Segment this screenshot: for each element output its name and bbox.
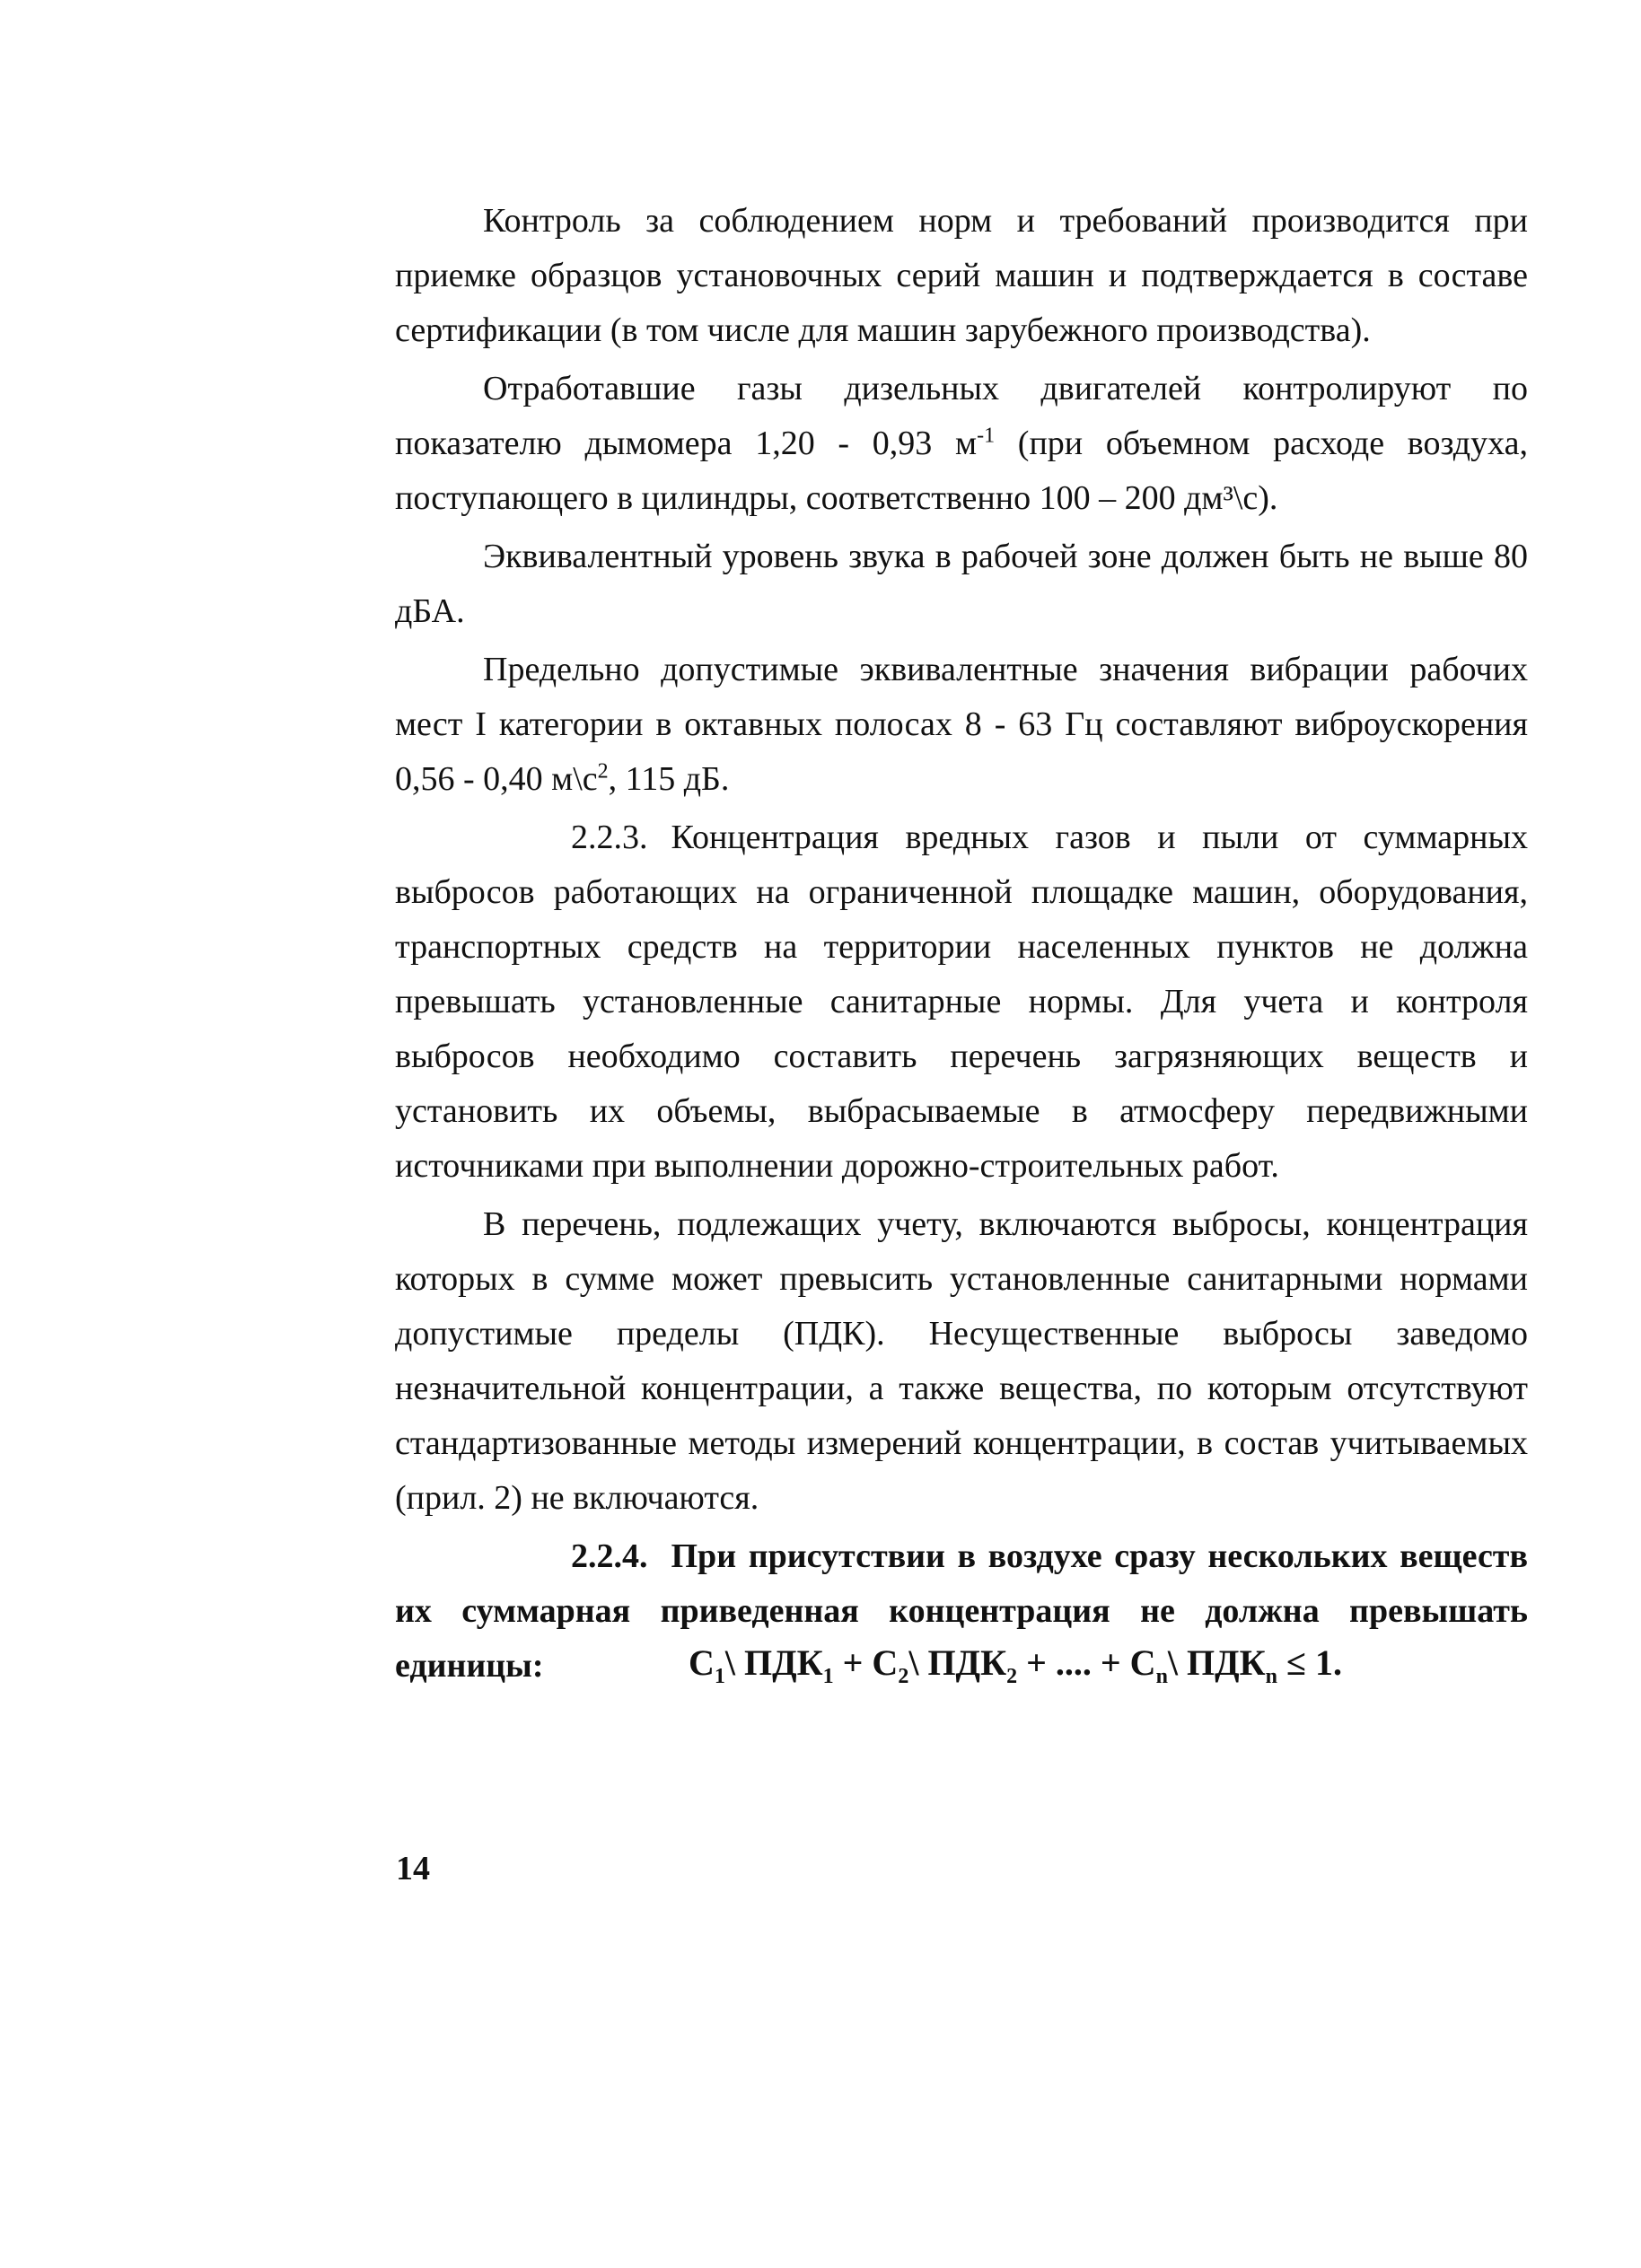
page-number: 14 [396,1850,430,1887]
formula-subscript: n [1155,1665,1168,1688]
body-text [395,194,1528,1697]
formula-part: \ ПДК [724,1642,823,1683]
concentration-formula [395,1635,1528,1690]
paragraph-diesel-exhaust [395,362,1528,530]
section-number: 2.2.4. [571,1537,648,1575]
formula-part: + C [833,1642,899,1683]
formula-part: \ ПДК [908,1642,1007,1683]
paragraph-text: Отработавшие газы дизельных двигателей контролируют по показателю дымомера 1,20 - 0,93 м [395,370,1528,462]
paragraph-text: (при объемном расходе воздуха, поступающего в цилиндры, соответственно 100 – 200 дм³\с). [395,425,1528,517]
paragraph-text: В перечень, подлежащих учету, включаются выбросы, концентрация которых в сумме может превысить установленные санитарными нормами допустимые пределы (ПДК). Несущественные выбросы заведомо незначительной концентрации, а также вещества, по которым отсутствуют стандартизованные методы измерений концентрации, в состав учитываемых (прил. 2) не включаются. [395,1205,1528,1517]
paragraph-control [395,194,1528,362]
superscript: 2 [597,759,609,784]
formula-subscript: 2 [1006,1665,1018,1688]
formula-part: ≤ 1. [1277,1642,1342,1683]
paragraph-text: Эквивалентный уровень звука в рабочей зоне должен быть не выше 80 дБА. [395,538,1528,630]
paragraph-text: При присутствии в воздухе сразу нескольких веществ их суммарная приведенная концентрация не должна превышать единицы: [395,1537,1528,1685]
paragraph-text: Контроль за соблюдением норм и требований производится при приемке образцов установочных серий машин и подтверждается в составе сертификации (в том числе для машин зарубежного производства). [395,202,1528,349]
paragraph-2-2-3 [395,810,1528,1197]
paragraph-text: Предельно допустимые эквивалентные значения вибрации рабочих мест I категории в октавных полосах 8 - 63 Гц составляют виброускорения 0,56 - 0,40 м\с [395,651,1528,798]
paragraph-vibration [395,643,1528,810]
formula-subscript: 1 [714,1665,725,1688]
section-number: 2.2.3. [571,819,648,856]
paragraph-text: , 115 дБ. [608,760,730,798]
formula-subscript: 1 [822,1665,834,1688]
paragraph-sound-level [395,530,1528,643]
formula-part: \ ПДК [1167,1642,1266,1683]
formula-part: C [689,1642,715,1683]
superscript: -1 [977,424,996,448]
formula-subscript: 2 [898,1665,909,1688]
formula-subscript: n [1265,1665,1278,1688]
formula-part: + .... + C [1017,1642,1156,1683]
paragraph-text: Концентрация вредных газов и пыли от суммарных выбросов работающих на ограниченной площадке машин, оборудования, транспортных средств на территории населенных пунктов не должна превышать установленные санитарные нормы. Для учета и контроля выбросов необходимо составить перечень загрязняющих веществ и установить их объемы, выбрасываемые в атмосферу передвижными источниками при выполнении дорожно-строительных работ. [395,819,1528,1185]
paragraph-list-of-emissions [395,1197,1528,1529]
